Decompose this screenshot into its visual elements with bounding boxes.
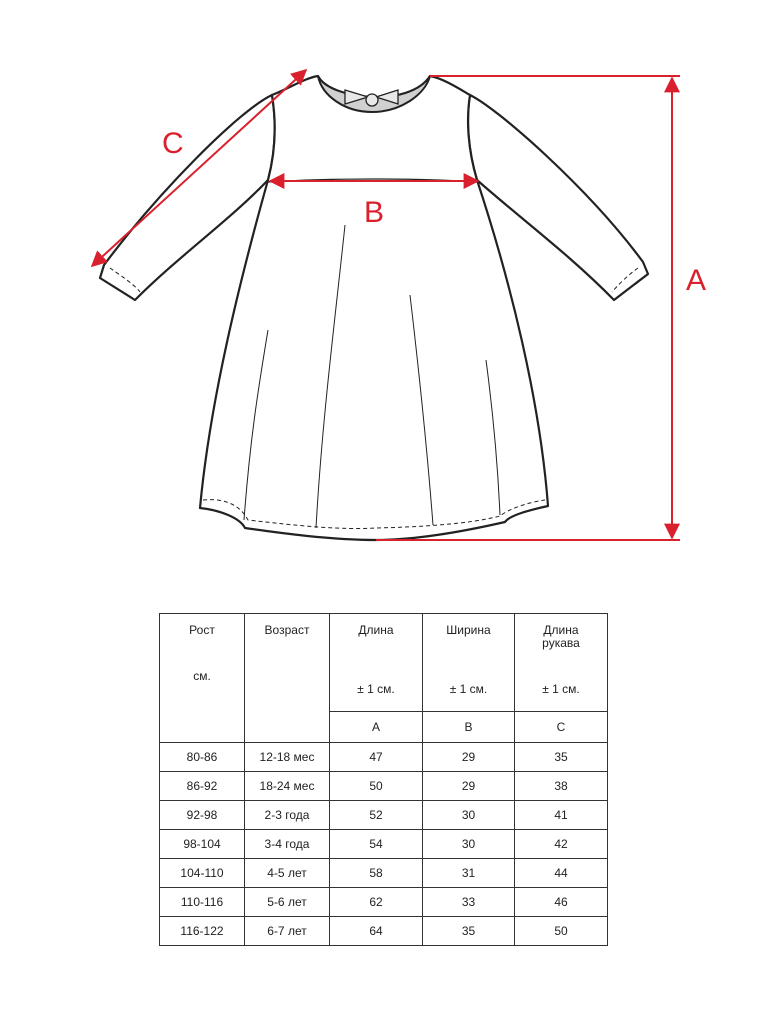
cell-length: 62 (330, 888, 423, 917)
cell-width: 29 (423, 772, 515, 801)
header-height-unit: см. (193, 669, 211, 683)
cell-length: 64 (330, 917, 423, 946)
cell-sleeve: 46 (515, 888, 608, 917)
cell-age: 12-18 мес (245, 743, 330, 772)
cell-sleeve: 38 (515, 772, 608, 801)
size-chart-table (159, 613, 608, 946)
header-age (245, 614, 330, 743)
cell-height: 104-110 (160, 859, 245, 888)
table-row (160, 801, 608, 830)
cell-sleeve: 50 (515, 917, 608, 946)
cell-sleeve: 41 (515, 801, 608, 830)
header-age-label: Возраст (264, 623, 310, 637)
header-length (330, 614, 423, 712)
cell-age: 6-7 лет (245, 917, 330, 946)
cell-height: 116-122 (160, 917, 245, 946)
header-sleeve-tolerance: ± 1 см. (542, 682, 580, 696)
dimension-a-label: A (686, 264, 707, 297)
header-length-letter: A (330, 712, 423, 743)
header-height-label: Рост (189, 623, 215, 637)
header-sleeve-line2: рукава (542, 636, 580, 650)
cell-width: 30 (423, 830, 515, 859)
table-row (160, 859, 608, 888)
table-row (160, 888, 608, 917)
header-width-label: Ширина (446, 623, 491, 637)
header-width-tolerance: ± 1 см. (449, 682, 488, 696)
dimension-c-label: C (162, 127, 184, 160)
table-row (160, 743, 608, 772)
header-sleeve-line1: Длина (543, 623, 579, 637)
cell-sleeve: 42 (515, 830, 608, 859)
dimension-b-label: B (364, 196, 385, 229)
cell-length: 52 (330, 801, 423, 830)
header-width (423, 614, 515, 712)
header-sleeve (515, 614, 608, 712)
header-sleeve-label (515, 624, 607, 650)
cell-height: 98-104 (160, 830, 245, 859)
cell-age: 3-4 года (245, 830, 330, 859)
cell-sleeve: 35 (515, 743, 608, 772)
cell-length: 54 (330, 830, 423, 859)
cell-age: 4-5 лет (245, 859, 330, 888)
header-length-label: Длина (358, 623, 394, 637)
header-height (160, 614, 245, 743)
cell-width: 35 (423, 917, 515, 946)
table-row (160, 772, 608, 801)
cell-height: 92-98 (160, 801, 245, 830)
cell-width: 29 (423, 743, 515, 772)
cell-sleeve: 44 (515, 859, 608, 888)
header-width-letter: B (423, 712, 515, 743)
cell-height: 80-86 (160, 743, 245, 772)
cell-age: 18-24 мес (245, 772, 330, 801)
cell-width: 31 (423, 859, 515, 888)
table-row (160, 830, 608, 859)
header-sleeve-letter: C (515, 712, 608, 743)
cell-length: 50 (330, 772, 423, 801)
cell-age: 2-3 года (245, 801, 330, 830)
cell-height: 110-116 (160, 888, 245, 917)
header-length-tolerance: ± 1 см. (357, 682, 395, 696)
cell-width: 33 (423, 888, 515, 917)
table-row (160, 917, 608, 946)
cell-age: 5-6 лет (245, 888, 330, 917)
cell-height: 86-92 (160, 772, 245, 801)
cell-length: 58 (330, 859, 423, 888)
cell-length: 47 (330, 743, 423, 772)
cell-width: 30 (423, 801, 515, 830)
